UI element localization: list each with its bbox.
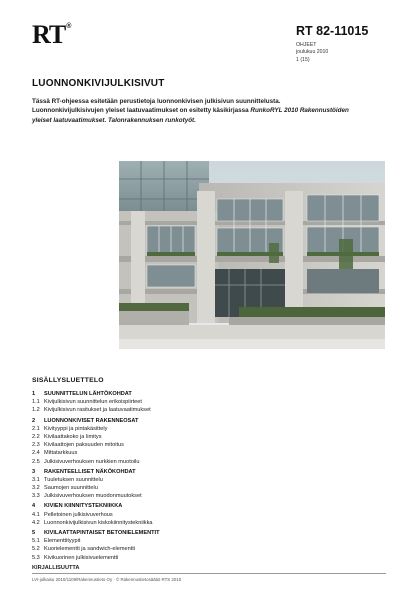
toc-number: 5.3 (32, 554, 40, 561)
toc-number: 5.1 (32, 538, 40, 545)
toc-item (32, 425, 362, 433)
toc-references (32, 564, 362, 572)
footer-text: LVI-julkaisu 2010/1109/Rakennustieto Oy · © Rakennustietosäätiö RTS 2010 (32, 577, 182, 582)
toc-item (32, 519, 362, 527)
toc-number: 2.4 (32, 450, 40, 457)
toc-number: 2.5 (32, 458, 40, 465)
toc-label: Kuorielementti ja sandwich-elementti (44, 546, 136, 553)
toc-label: Saumojen suunnittelu (44, 485, 98, 492)
registered-mark: ® (66, 23, 71, 30)
toc-item (32, 433, 362, 441)
toc-label: Elementtityypit (44, 538, 81, 545)
toc-item (32, 511, 362, 519)
toc-item (32, 537, 362, 545)
toc-number: 2.3 (32, 442, 40, 449)
toc-section (32, 529, 362, 537)
rt-logo (32, 22, 70, 48)
toc-number: 1.2 (32, 407, 40, 414)
document-number: RT 82-11015 (296, 24, 369, 38)
meta-page: 1 (15) (296, 56, 310, 63)
toc-item (32, 476, 362, 484)
toc-label: Tuuletuksen suunnittelu (44, 476, 103, 483)
toc-item (32, 458, 362, 466)
toc-label: Mittatarkkuus (44, 450, 78, 457)
toc-number: 4.2 (32, 519, 40, 526)
toc-number: 3.2 (32, 485, 40, 492)
toc-label: Kivikuorinen julkisivuelementti (44, 554, 119, 561)
meta-type: OHJEET (296, 42, 317, 48)
toc-label: Pelletoinen julkisivuverhous (44, 511, 113, 518)
toc-label: Kivilaattojen paksuuden mitoitus (44, 442, 124, 449)
toc-label: RAKENTEELLISET NÄKÖKOHDAT (44, 468, 136, 475)
toc-number: 2 (32, 417, 36, 424)
toc-label: Kivityyppi ja pintakäsittely (44, 425, 108, 432)
toc-number: 5.2 (32, 546, 40, 553)
toc-item (32, 398, 362, 406)
toc-label: SUUNNITTELUN LÄHTÖKOHDAT (44, 391, 132, 397)
toc-section (32, 417, 362, 425)
toc-title: SISÄLLYSLUETTELO (32, 377, 104, 384)
toc-item (32, 441, 362, 449)
toc-section (32, 502, 362, 510)
toc-references-label: KIRJALLISUUTTA (32, 564, 80, 571)
toc-item (32, 492, 362, 500)
page-title: LUONNONKIVIJULKISIVUT (32, 78, 165, 89)
intro-text: Tässä RT-ohjeessa esitetään perustietoja luonnonkivisen julkisivun suunnittelusta. Luonnonkivijulkisivujen yleiset laatuvaatimukset on esitetty käsikirjassa (32, 98, 281, 115)
toc-label: Kivijulkisivun rasitukset ja laatuvaatimukset (44, 407, 151, 414)
toc-item (32, 406, 362, 414)
toc-item (32, 484, 362, 492)
toc-number: 3.3 (32, 493, 40, 500)
toc-item (32, 554, 362, 562)
toc-item (32, 545, 362, 553)
meta-date: joulukuu 2010 (296, 49, 329, 56)
toc-number: 3.1 (32, 476, 40, 483)
toc-label: Kivijulkisivun suunnittelun erikoispiirteet (44, 399, 142, 406)
toc-section (32, 390, 362, 398)
toc-section (32, 468, 362, 476)
intro-paragraph (32, 97, 352, 125)
building-photo (119, 161, 385, 349)
footer-divider (32, 573, 386, 574)
logo-text: RT (32, 20, 66, 49)
toc-label: Julkisivuverhouksen muodonmuutokset (44, 493, 142, 500)
toc-label: Julkisivuverhouksen nurkkien muotoilu (44, 458, 140, 465)
toc-label: KIVILAATTAPINTAISET BETONIELEMENTIT (44, 530, 160, 536)
intro-reference: RunkoRYL 2010 Rakennustöiden yleiset laatuvaatimukset. Talonrakennuksen runkotyöt. (32, 107, 349, 124)
toc-number: 3 (32, 468, 36, 475)
toc-number: 2.2 (32, 433, 40, 440)
toc-label: LUONNONKIVISET RAKENNEOSAT (44, 417, 139, 424)
toc-number: 5 (32, 530, 36, 536)
toc-number: 1 (32, 391, 36, 397)
toc-label: Luonnonkivijulkisivun kiskokiinnitystekniikka (44, 519, 153, 526)
table-of-contents (32, 390, 362, 572)
document-meta (296, 42, 328, 64)
toc-number: 2.1 (32, 425, 40, 432)
toc-number: 4 (32, 503, 36, 510)
toc-number: 1.1 (32, 399, 40, 406)
toc-label: KIVIEN KIINNITYSTEKNIIKKA (44, 503, 123, 510)
toc-number: 4.1 (32, 511, 40, 518)
toc-label: Kivilaattakoko ja limitys (44, 433, 102, 440)
toc-item (32, 449, 362, 457)
